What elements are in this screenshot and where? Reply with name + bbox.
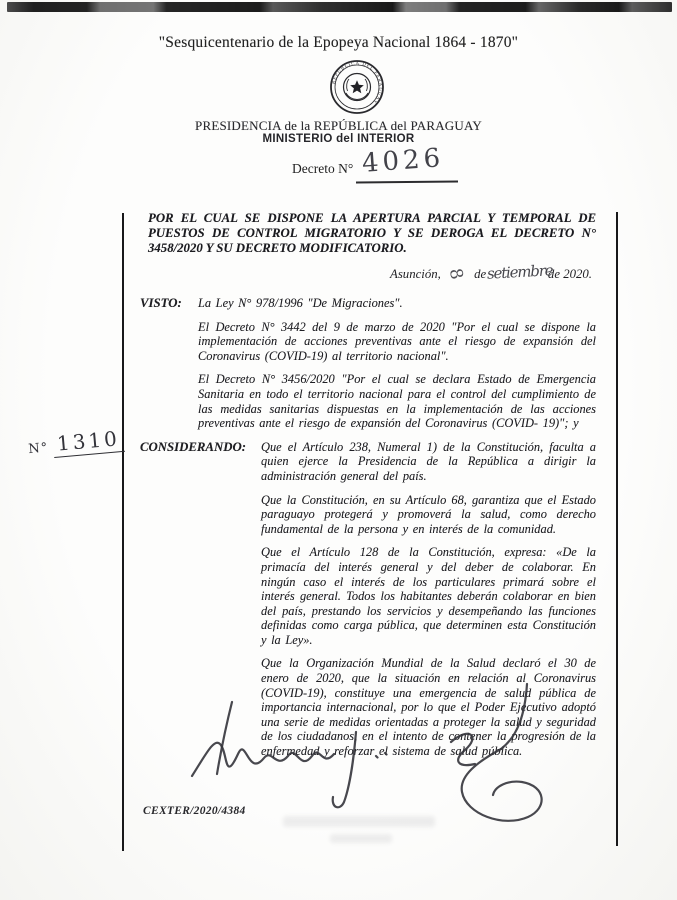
margin-note-prefix: N° <box>27 440 49 458</box>
visto-paragraph: El Decreto N° 3442 del 9 de marzo de 2020 "Por el cual se dispone la implementación de acciones preventivas ante el riesgo de expansión del Coronavirus (COVID-19) al territorio nacional". <box>198 319 596 363</box>
visto-label: VISTO: <box>140 296 182 310</box>
dateline-month-handwritten: setiembre <box>486 261 554 283</box>
paraguay-coat-of-arms-seal <box>329 59 385 115</box>
signature-left <box>180 698 420 818</box>
dateline-day-handwritten: 8 <box>444 266 467 282</box>
left-margin-rule <box>122 213 124 851</box>
decree-title <box>140 211 596 256</box>
dateline-de: de <box>474 267 487 281</box>
signature-right <box>415 678 565 838</box>
institution-line-presidencia: PRESIDENCIA de la REPÚBLICA del PARAGUAY <box>195 118 482 133</box>
considerando-label: CONSIDERANDO: <box>140 439 246 454</box>
dateline-year: de 2020. <box>547 267 592 281</box>
considerando-paragraph: Que el Artículo 238, Numeral 1) de la Constitución, faculta a quien ejerce la Presidencia de la República a dirigir la administración general del país. <box>261 439 596 483</box>
decree-number-handwritten: 4026 <box>361 143 446 179</box>
decree-number-label: Decreto N° <box>292 161 354 176</box>
decree-title-line: 3458/2020 Y SU DECRETO MODIFICATORIO. <box>148 241 407 255</box>
dateline <box>140 263 596 283</box>
decree-title-line: PUESTOS DE CONTROL MIGRATORIO Y SE DEROGA EL DECRETO N° <box>148 226 596 240</box>
considerando-paragraph: Que la Constitución, en su Artículo 68, garantiza que el Estado paraguayo protegerá y promoverá la salud, como derecho fundamental de la persona y en interés de la comunidad. <box>261 492 596 536</box>
considerando-paragraph: Que el Artículo 128 de la Constitución, expresa: «De la primacía del interés general y del deber de colaborar. En ningún caso el interés de los particulares primará sobre el interés general. Todos los habitantes deberán colaborar en bien del país, prestando los servicios y desempeñando las funciones definidas como carga pública, que determinen esta Constitución y la Ley». <box>261 545 596 647</box>
considerando-paragraph: Que la Organización Mundial de la Salud declaró el 30 de enero de 2020, que la situación en relación al Coronavirus (COVID-19), constituye una emergencia de salud pública de importancia internacional, por lo que el Poder Ejecutivo adoptó una serie de medidas orientadas a proteger la salud y seguridad de los ciudadanos, en el intento de contener la progresión de la enfermedad y reforzar el sistema de salud pública. <box>261 656 596 759</box>
right-margin-rule <box>616 212 618 846</box>
seal-star-icon <box>350 80 364 93</box>
margin-registry-number <box>27 426 125 458</box>
page-motto: "Sesquicentenario de la Epopeya Nacional 1864 - 1870" <box>158 34 519 51</box>
decree-number-underline <box>356 180 458 183</box>
visto-paragraph: El Decreto N° 3456/2020 "Por el cual se declara Estado de Emergencia Sanitaria en todo el territorio nacional para el control del cumplimiento de las medidas sanitarias dispuestas en la implementación de las acciones preventivas ante el riesgo de expansión del Coronavirus (COVID- 19)"; y <box>198 372 596 431</box>
institution-line-ministerio: MINISTERIO del INTERIOR <box>262 133 415 145</box>
seal-circular-text: REPUBLICA DEL PARAGUAY <box>330 60 384 106</box>
dateline-city: Asunción, <box>390 267 441 281</box>
margin-note-number: 1310 <box>52 426 125 458</box>
ink-bleedthrough-smudge <box>283 816 435 827</box>
scanner-edge-band <box>7 2 672 12</box>
footer-file-code: CEXTER/2020/4384 <box>143 805 246 817</box>
visto-section <box>140 296 596 431</box>
visto-body <box>198 296 596 431</box>
decree-body-column <box>140 211 596 759</box>
ink-bleedthrough-smudge <box>330 834 392 843</box>
decree-title-line: POR EL CUAL SE DISPONE LA APERTURA PARCIAL Y TEMPORAL DE <box>148 211 596 225</box>
visto-paragraph: La Ley N° 978/1996 "De Migraciones". <box>198 296 403 310</box>
